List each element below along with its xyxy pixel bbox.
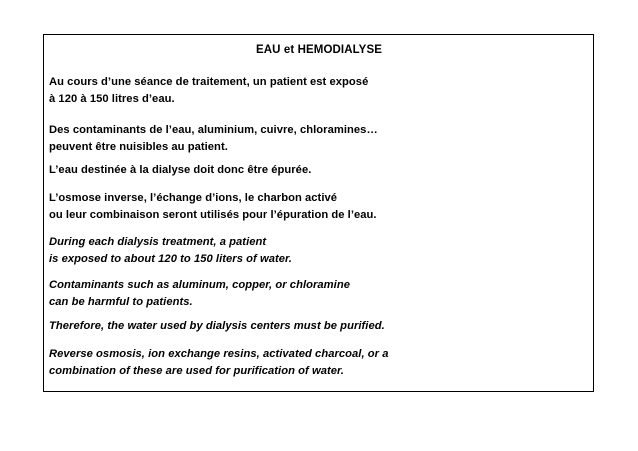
paragraph-line: peuvent être nuisibles au patient. bbox=[49, 140, 228, 153]
paragraph-line: combination of these are used for purification of water. bbox=[49, 364, 344, 377]
paragraph-6 bbox=[49, 277, 569, 310]
paragraph-line: Des contaminants de l’eau, aluminium, cuivre, chloramines… bbox=[49, 124, 378, 136]
paragraph-line: is exposed to about 120 to 150 liters of water. bbox=[49, 252, 292, 265]
slide-title: EAU et HEMODIALYSE bbox=[256, 44, 382, 56]
paragraph-7 bbox=[49, 318, 569, 335]
paragraph-line: ou leur combinaison seront utilisés pour l’épuration de l’eau. bbox=[49, 208, 377, 221]
paragraph-2 bbox=[49, 122, 569, 155]
paragraph-line: Contaminants such as aluminum, copper, or chloramine bbox=[49, 279, 350, 291]
paragraph-line: Reverse osmosis, ion exchange resins, activated charcoal, or a bbox=[49, 348, 389, 360]
paragraph-3 bbox=[49, 162, 569, 179]
paragraph-8 bbox=[49, 346, 569, 379]
paragraph-4 bbox=[49, 190, 569, 223]
paragraph-5 bbox=[49, 234, 569, 267]
paragraph-line: L’osmose inverse, l’échange d’ions, le charbon activé bbox=[49, 192, 338, 204]
paragraph-line: During each dialysis treatment, a patient bbox=[49, 236, 267, 248]
paragraph-line: Au cours d’une séance de traitement, un patient est exposé bbox=[49, 76, 369, 88]
paragraph-line: à 120 à 150 litres d’eau. bbox=[49, 92, 175, 105]
paragraph-line: L’eau destinée à la dialyse doit donc être épurée. bbox=[49, 164, 312, 176]
paragraph-line: can be harmful to patients. bbox=[49, 295, 193, 308]
paragraph-1 bbox=[49, 74, 569, 107]
paragraph-line: Therefore, the water used by dialysis centers must be purified. bbox=[49, 320, 385, 332]
